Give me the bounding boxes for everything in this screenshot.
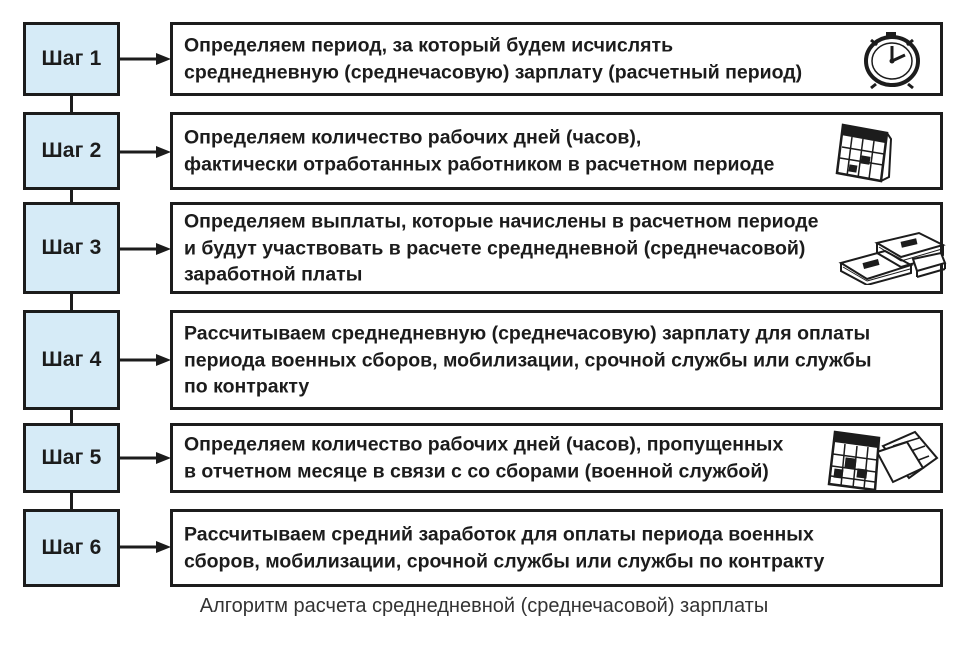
step-description-box-3 bbox=[170, 202, 943, 294]
step-description: Рассчитываем среднедневную (среднечасовую) зарплату для оплаты периода военных сборов, мобилизации, срочной службы или службы по контракту bbox=[184, 322, 872, 398]
step-description: Определяем количество рабочих дней (часов), фактически отработанных работником в расчетном периоде bbox=[184, 126, 775, 175]
arrow-icon bbox=[120, 353, 172, 367]
connector-line bbox=[70, 490, 73, 510]
step-description: Определяем выплаты, которые начислены в расчетном периоде и будут участвовать в расчете среднедневной (среднечасовой) заработной платы bbox=[184, 210, 819, 286]
step-description: Рассчитываем средний заработок для оплаты периода военных сборов, мобилизации, срочной службы или службы по контракту bbox=[184, 523, 825, 572]
step-box-2 bbox=[23, 112, 120, 190]
step-description-box-1 bbox=[170, 22, 943, 96]
clock-icon bbox=[859, 28, 925, 90]
arrow-icon bbox=[120, 451, 172, 465]
step-label: Шаг 1 bbox=[41, 47, 102, 70]
step-description-box-5 bbox=[170, 423, 943, 493]
step-box-3 bbox=[23, 202, 120, 294]
step-description-box-4 bbox=[170, 310, 943, 410]
money-stacks-icon bbox=[837, 229, 947, 285]
step-label: Шаг 3 bbox=[41, 236, 102, 259]
step-label: Шаг 2 bbox=[41, 139, 102, 162]
step-description-box-6 bbox=[170, 509, 943, 587]
calendar-pages-icon bbox=[823, 428, 939, 494]
figure-caption: Алгоритм расчета среднедневной (среднечасовой) зарплаты bbox=[199, 595, 769, 617]
connector-line bbox=[70, 292, 73, 312]
step-description: Определяем количество рабочих дней (часов), пропущенных в отчетном месяце в связи с со сборами (военной службой) bbox=[184, 433, 784, 482]
step-label: Шаг 6 bbox=[41, 536, 102, 559]
arrow-icon bbox=[120, 52, 172, 66]
step-box-6 bbox=[23, 509, 120, 587]
step-description-box-2 bbox=[170, 112, 943, 190]
step-label: Шаг 4 bbox=[41, 348, 102, 371]
step-label: Шаг 5 bbox=[41, 446, 102, 469]
arrow-icon bbox=[120, 145, 172, 159]
arrow-icon bbox=[120, 242, 172, 256]
step-box-1 bbox=[23, 22, 120, 96]
arrow-icon bbox=[120, 540, 172, 554]
step-box-5 bbox=[23, 423, 120, 493]
step-box-4 bbox=[23, 310, 120, 410]
step-description: Определяем период, за который будем исчислять среднедневную (среднечасовую) зарплату (расчетный период) bbox=[184, 34, 803, 83]
calendar-icon bbox=[833, 119, 893, 185]
